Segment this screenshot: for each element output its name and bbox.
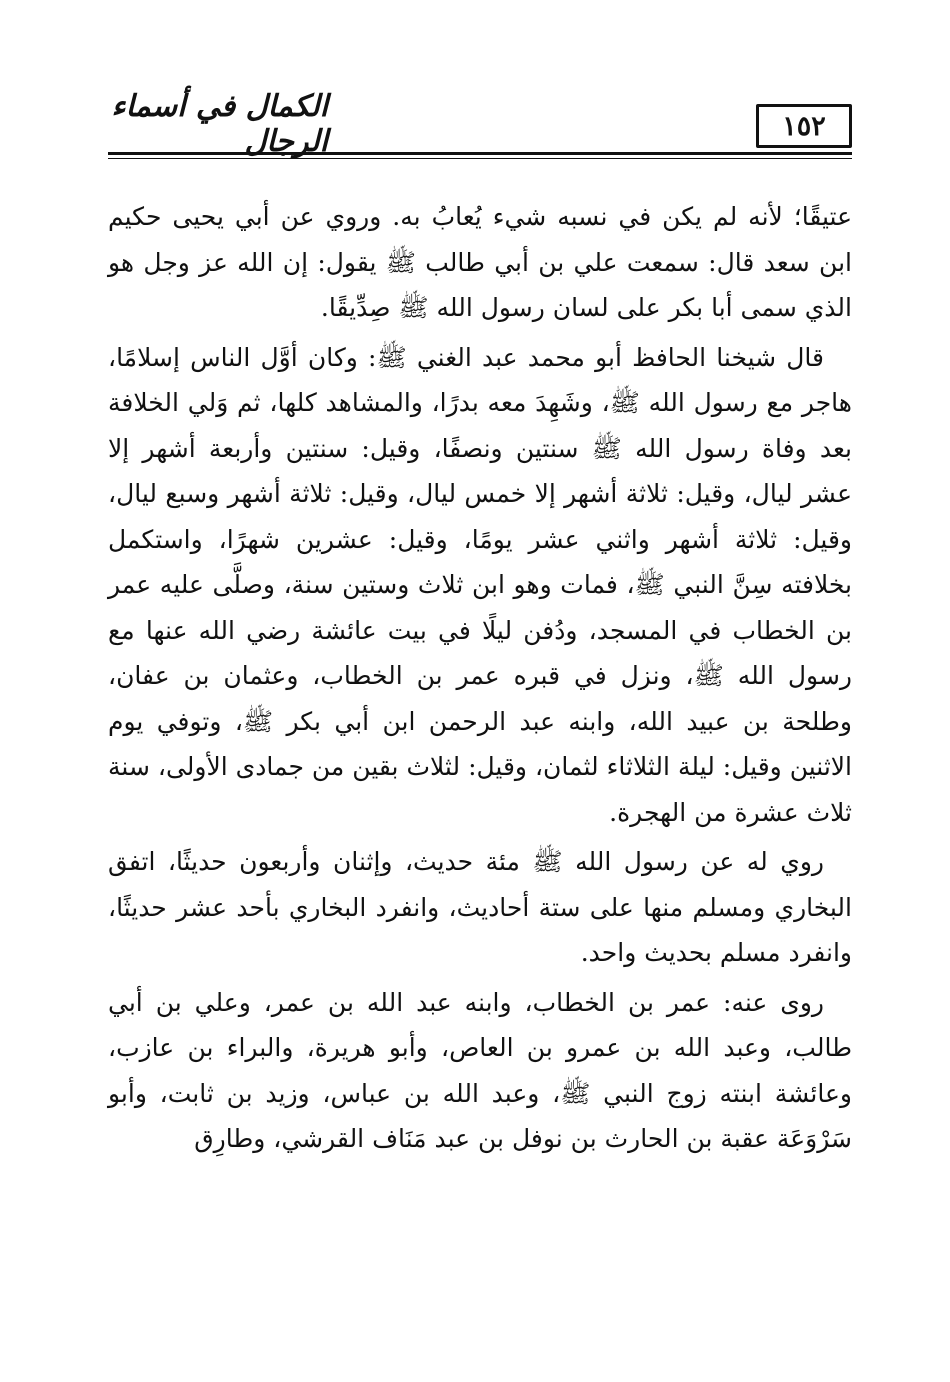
- paragraph-4: روى عنه: عمر بن الخطاب، وابنه عبد الله بن عمر، وعلي بن أبي طالب، وعبد الله بن عمرو بن العاص، وأبو هريرة، والبراء بن عازب، وعائشة ابنته زوج النبي ﷺ، وعبد الله بن عباس، وزيد بن ثابت، وأبو سَرْوَعَة عقبة بن الحارث بن نوفل بن عبد مَنَاف القرشي، وطارِق: [108, 987, 852, 1153]
- header-rule: [108, 152, 852, 155]
- paragraph-2: قال شيخنا الحافظ أبو محمد عبد الغني ﷺ: وكان أوَّل الناس إسلامًا، هاجر مع رسول الله ﷺ، وشَهِدَ معه بدرًا، والمشاهد كلها، ثم وَلي الخلافة بعد وفاة رسول الله ﷺ سنتين ونصفًا، وقيل: سنتين وأربعة أشهر إلا عشر ليال، وقيل: ثلاثة أشهر إلا خمس ليال، وقيل: ثلاثة أشهر وسبع ليال، وقيل: ثلاثة أشهر واثني عشر يومًا، وقيل: عشرين شهرًا، واستكمل بخلافته سِنَّ النبي ﷺ، فمات وهو ابن ثلاث وستين سنة، وصلَّى عليه عمر بن الخطاب في المسجد، ودُفن ليلًا في بيت عائشة رضي الله عنها مع رسول الله ﷺ، ونزل في قبره عمر بن الخطاب، وعثمان بن عفان، وطلحة بن عبيد الله، وابنه عبد الرحمن ابن أبي بكر ﷺ، وتوفي يوم الاثنين وقيل: ليلة الثلاثاء لثمان، وقيل: لثلاث بقين من جمادى الأولى، سنة ثلاث عشرة من الهجرة.: [108, 342, 852, 827]
- page-number: ١٥٢: [756, 104, 852, 148]
- page-header: [108, 89, 852, 159]
- paragraph-1: عتيقًا؛ لأنه لم يكن في نسبه شيء يُعابُ به. وروي عن أبي يحيى حكيم ابن سعد قال: سمعت علي بن أبي طالب ﷺ يقول: إن الله عز وجل هو الذي سمى أبا بكر على لسان رسول الله ﷺ صِدِّيقًا.: [108, 202, 852, 322]
- header-rule-thin: [108, 158, 852, 159]
- body-text: [108, 194, 852, 1162]
- running-title: الكمال في أسماء الرجال: [111, 89, 328, 159]
- paragraph-3: روي له عن رسول الله ﷺ مئة حديث، وإثنان وأربعون حديثًا، اتفق البخاري ومسلم منها على ستة أحاديث، وانفرد البخاري بأحد عشر حديثًا، وانفرد مسلم بحديث واحد.: [108, 847, 852, 967]
